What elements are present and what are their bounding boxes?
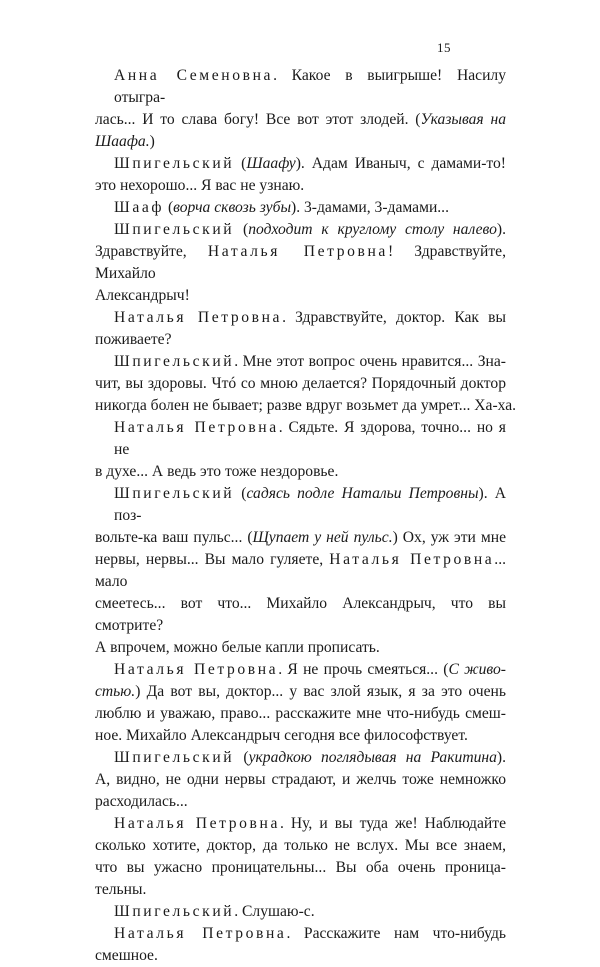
text-line: Шпигельский (подходит к круглому столу налево).	[114, 221, 507, 238]
stage-direction: Указывая на	[420, 111, 507, 128]
speaker-name: Анна Семеновна	[114, 67, 274, 84]
speaker-name: Шпигельский	[114, 353, 235, 370]
text-line: А впрочем, можно белые капли прописать.	[95, 639, 380, 656]
text-line: смеетесь... вот что... Михайло Александрыч, что вы смотрите?	[95, 595, 506, 634]
speaker-name: Наталья Петровна	[114, 661, 279, 678]
text-line: Наталья Петровна. Ну, и вы туда же! Наблюдайте	[114, 815, 506, 832]
text-line: ное. Михайло Александрыч сегодня все философствует.	[95, 727, 468, 744]
text-line: чит, вы здоровы. Чтó со мною делается? Порядочный доктор	[95, 375, 506, 392]
text-line: Шпигельский. Слушаю-с.	[114, 903, 315, 920]
text-line: сколько хотите, доктор, да только не вслух. Мы все знаем,	[95, 837, 506, 854]
speaker-name: Наталья Петровна	[329, 551, 495, 568]
stage-direction: украдкою поглядывая на Ракитина	[248, 749, 497, 766]
text-line: что вы ужасно проницательны... Вы оба очень проница-	[95, 859, 506, 876]
stage-direction: Шаафу	[246, 155, 296, 172]
text-line: Наталья Петровна. Расскажите нам что-нибудь	[114, 925, 506, 942]
text-line: Александрыч!	[95, 287, 190, 304]
speaker-name: Шааф	[114, 199, 165, 216]
text-line: Анна Семеновна. Какое в выигрыше! Насилу отыгра-	[114, 67, 506, 106]
text-line: нервы, нервы... Вы мало гуляете, Наталья Петровна... мало	[95, 551, 506, 590]
speaker-name: Наталья Петровна	[114, 815, 280, 832]
speaker-name: Наталья Петровна	[114, 925, 287, 942]
play-text	[95, 65, 517, 967]
speaker-name: Наталья Петровна	[207, 243, 388, 260]
text-line: Шаафа.)	[95, 133, 155, 150]
text-line: лась... И то слава богу! Все вот этот злодей. (Указывая на	[95, 111, 507, 128]
stage-direction: ворча сквозь зубы	[173, 199, 292, 216]
text-line: люблю и уважаю, право... расскажите мне что-нибудь смеш-	[95, 705, 506, 722]
text-line: поживаете?	[95, 331, 172, 348]
page-number: 15	[437, 40, 451, 55]
text-line: вольте-ка ваш пульс... (Щупает у ней пульс.) Ох, уж эти мне	[95, 529, 506, 546]
stage-direction: садясь подле Натальи Петровны	[246, 485, 479, 502]
text-line: Шпигельский. Мне этот вопрос очень нравится... Зна-	[114, 353, 506, 370]
stage-direction: стью.	[95, 683, 136, 700]
stage-direction: Щупает у ней пульс.	[252, 529, 393, 546]
speaker-name: Шпигельский	[114, 749, 235, 766]
text-line: смешное.	[95, 947, 158, 964]
text-line: Шпигельский (Шаафу). Адам Иваныч, с дамами-то!	[114, 155, 506, 172]
speaker-name: Шпигельский	[114, 903, 235, 920]
text-line: Наталья Петровна. Сядьте. Я здорова, точно... но я не	[114, 419, 506, 458]
stage-direction: С живо-	[448, 661, 506, 678]
text-line: никогда болен не бывает; разве вдруг возьмет да умрет... Ха-ха.	[95, 397, 517, 414]
speaker-name: Наталья Петровна	[114, 309, 283, 326]
speaker-name: Шпигельский	[114, 155, 235, 172]
text-line: Шааф (ворча сквозь зубы). 3-дамами, 3-дамами...	[114, 199, 449, 216]
text-line: А, видно, не одни нервы страдают, и желчь тоже немножко	[95, 771, 506, 788]
speaker-name: Шпигельский	[114, 221, 235, 238]
text-line: Наталья Петровна. Я не прочь смеяться... (С живо-	[114, 661, 506, 678]
text-line: Здравствуйте, Наталья Петровна! Здравствуйте, Михайло	[95, 243, 506, 282]
text-line: расходилась...	[95, 793, 188, 810]
text-line: Шпигельский (украдкою поглядывая на Ракитина).	[114, 749, 507, 766]
text-line: стью.) Да вот вы, доктор... у вас злой язык, я за это очень	[95, 683, 506, 700]
stage-direction: подходит к круглому столу налево	[248, 221, 497, 238]
text-line: тельны.	[95, 881, 147, 898]
text-line: в духе... А ведь это тоже нездоровье.	[95, 463, 339, 480]
speaker-name: Шпигельский	[114, 485, 235, 502]
text-line: Шпигельский (садясь подле Натальи Петровны). А поз-	[114, 485, 506, 524]
text-line: это нехорошо... Я вас не узнаю.	[95, 177, 305, 194]
stage-direction: Шаафа.	[95, 133, 150, 150]
speaker-name: Наталья Петровна	[114, 419, 279, 436]
text-line: Наталья Петровна. Здравствуйте, доктор. Как вы	[114, 309, 506, 326]
